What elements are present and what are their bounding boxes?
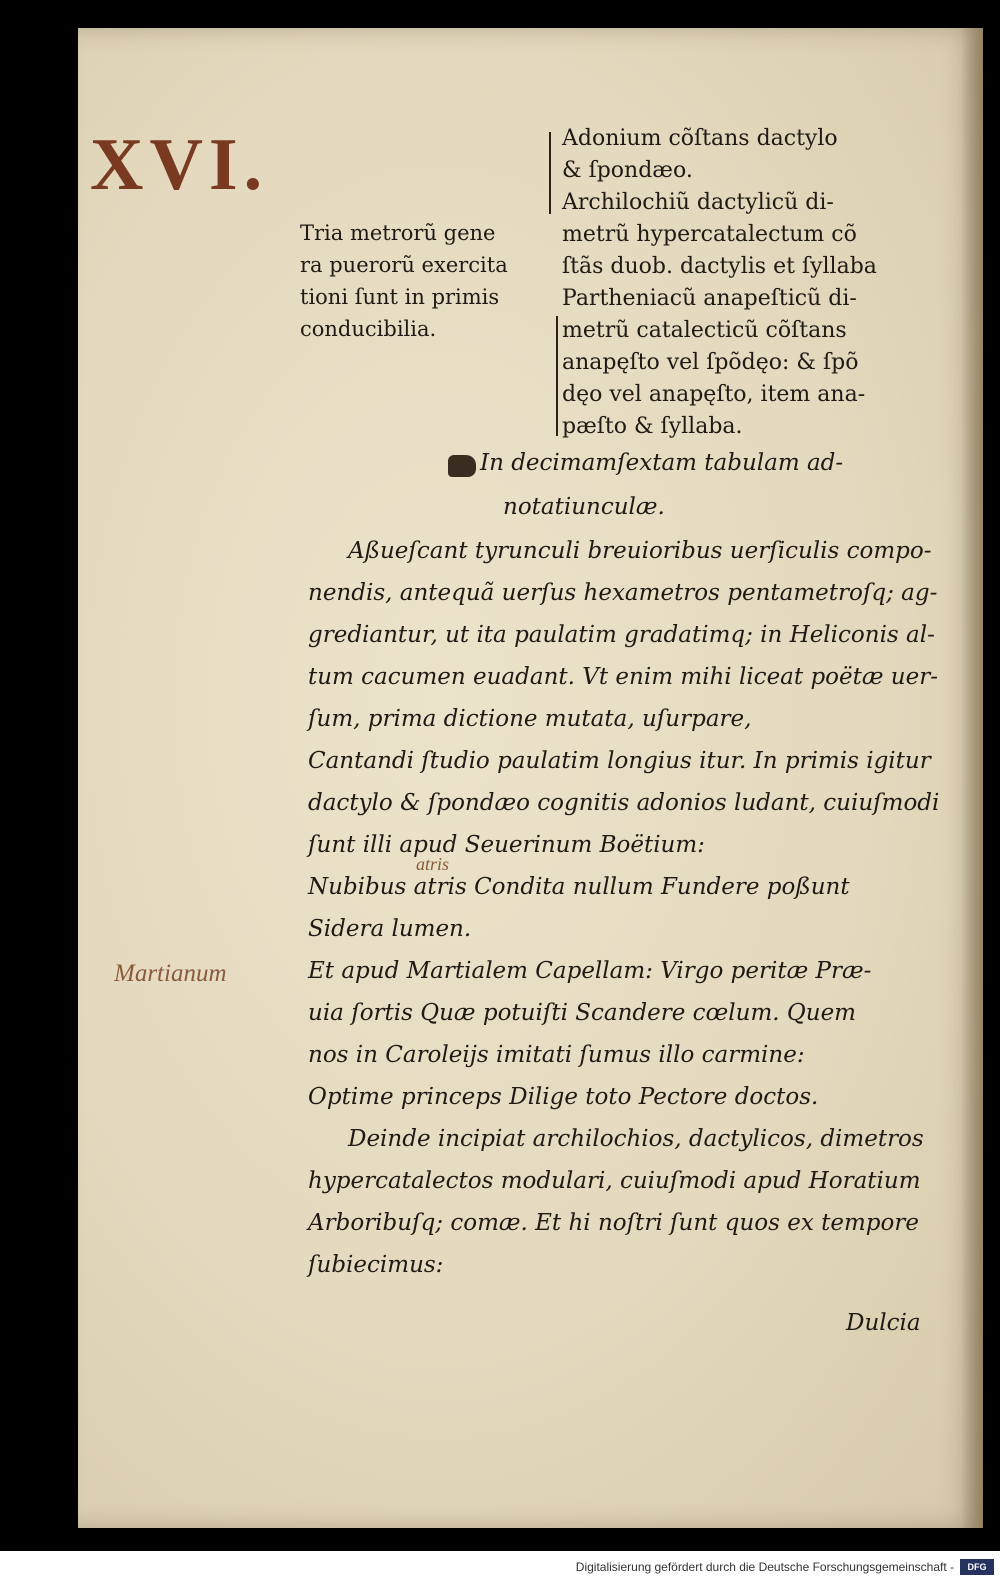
body-line: ſunt illi apud Seuerinum Boëtium: [308,832,705,858]
body-line: Sidera lumen. [308,916,472,942]
funding-credit: Digitalisierung gefördert durch die Deutsche Forschungsgemeinschaft - [575,1560,954,1574]
book-page [78,28,983,1528]
brace-divider [549,132,551,214]
right-column-line: anapęſto vel ſpõdęo: & ſpõ [562,350,859,375]
page-gutter-shadow [961,28,983,1528]
right-column-line: ſtãs duob. dactylis et ſyllaba [562,254,877,279]
side-note-line: ra puerorũ exercita [300,253,508,277]
body-line: Deinde incipiat archilochios, dactylicos, dimetros [348,1126,924,1152]
body-line: nendis, antequã uerſus hexametros pentametroſq; ag- [308,580,938,606]
footer-bar [0,1551,1000,1590]
body-line: Et apud Martialem Capellam: Virgo peritæ Præ- [308,958,872,984]
body-line: ſubiecimus: [308,1252,444,1278]
body-line: Nubibus atris Condita nullum Fundere poßunt [308,874,850,900]
right-column-line: Adonium cõſtans dactylo [562,126,838,151]
body-line: uia ſortis Quæ potuiſti Scandere cœlum. Quem [308,1000,856,1026]
body-line: ſum, prima dictione mutata, uſurpare, [308,706,752,732]
manicule-icon [448,455,476,477]
right-column-line: dęo vel anapęſto, item ana- [562,382,866,407]
side-note-line: Tria metrorũ gene [300,221,496,245]
body-line: grediantur, ut ita paulatim gradatimq; in Heliconis al- [308,622,935,648]
interlinear-handwriting: atris [416,854,450,874]
body-line: Cantandi ſtudio paulatim longius itur. In primis igitur [308,748,931,774]
section-heading-line: In decimamſextam tabulam ad- [480,450,844,476]
right-column-line: metrũ catalecticũ cõſtans [562,318,847,343]
catchword: Dulcia [846,1310,921,1336]
body-line: nos in Caroleijs imitati ſumus illo carmine: [308,1042,805,1068]
section-heading-line: notatiunculæ. [503,494,665,520]
body-line: Optime princeps Dilige toto Pectore doctos. [308,1084,819,1110]
chapter-number: XVI. [90,124,269,206]
body-line: hypercatalectos modulari, cuiuſmodi apud Horatium [308,1168,921,1194]
body-line: tum cacumen euadant. Vt enim mihi liceat poëtæ uer- [308,664,938,690]
right-column-line: Partheniacũ anapeſticũ di- [562,286,857,311]
side-note-line: conducibilia. [300,317,437,341]
right-column-line: pæſto & ſyllaba. [562,414,743,439]
body-line: Arboribuſq; comæ. Et hi noſtri ſunt quos ex tempore [308,1210,919,1236]
body-line: Aßueſcant tyrunculi breuioribus uerſiculis compo- [348,538,932,564]
body-line: dactylo & ſpondæo cognitis adonios ludant, cuiuſmodi [308,790,940,816]
dfg-logo: DFG [960,1559,994,1575]
right-column-line: metrũ hypercatalectum cõ [562,222,857,247]
right-column-line: & ſpondæo. [562,158,693,183]
right-column-line: Archilochiũ dactylicũ di- [562,190,834,215]
side-note-line: tioni ſunt in primis [300,285,500,309]
brace-divider [556,316,558,436]
margin-handwriting: Martianum [114,960,227,987]
